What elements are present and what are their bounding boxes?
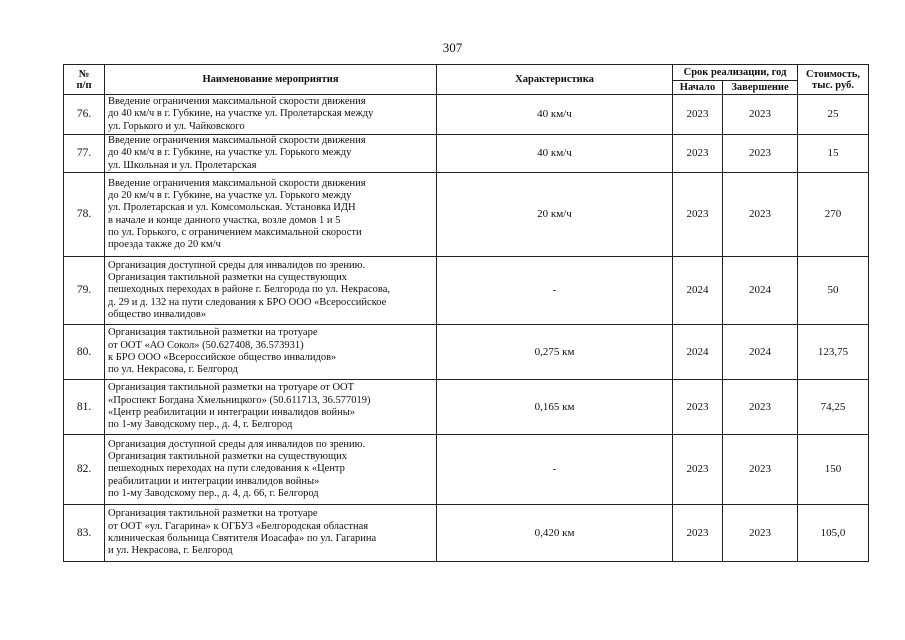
measure-name-line: д. 29 и д. 132 на пути следования к БРО ООО «Всероссийское <box>108 296 387 308</box>
start-year-cell: 2024 <box>673 257 723 325</box>
cost-cell: 123,75 <box>798 325 869 380</box>
measure-name-line: Организация тактильной разметки на тротуаре <box>108 508 318 520</box>
table-row <box>64 505 869 562</box>
measure-name-line: от ООТ «ул. Гагарина» к ОГБУЗ «Белгородская областная <box>108 520 369 532</box>
page-number: 307 <box>442 40 463 55</box>
table-body <box>64 95 869 562</box>
row-number: 80. <box>64 325 105 380</box>
cost-cell: 105,0 <box>798 505 869 562</box>
measures-table <box>63 64 869 562</box>
measure-name-line: Организация тактильной разметки на существующих <box>108 451 347 463</box>
measure-name-line: «Проспект Богдана Хмельницкого» (50.611713, 36.577019) <box>108 394 371 406</box>
measure-name-line: Введение ограничения максимальной скорости движения <box>108 135 366 147</box>
measure-name-line: Организация доступной среды для инвалидов по зрению. <box>108 259 366 271</box>
end-year-cell: 2024 <box>723 257 798 325</box>
measure-name <box>105 95 437 135</box>
measure-name-line: Организация доступной среды для инвалидов по зрению. <box>108 438 366 450</box>
characteristic-cell: 0,165 км <box>437 380 673 435</box>
measure-name-line: реабилитации и интеграции инвалидов войны» <box>108 475 320 487</box>
cost-cell: 25 <box>798 95 869 135</box>
start-year-cell: 2023 <box>673 505 723 562</box>
row-number: 76. <box>64 95 105 135</box>
header-num-line: № <box>78 68 90 80</box>
header-start: Начало <box>673 81 723 95</box>
measure-name-line: в начале и конце данного участка, возле домов 1 и 5 <box>108 214 341 226</box>
cost-cell: 15 <box>798 135 869 173</box>
measure-name-line: пешеходных переходах на пути следования к «Центр <box>108 463 345 475</box>
measure-name-line: ул. Пролетарская и ул. Комсомольская. Установка ИДН <box>108 202 356 214</box>
end-year-cell: 2024 <box>723 325 798 380</box>
header-cost <box>798 65 869 95</box>
measure-name-line: Организация тактильной разметки на существующих <box>108 272 347 284</box>
measure-name-line: к БРО ООО «Всероссийское общество инвалидов» <box>108 352 337 363</box>
measure-name-line: пешеходных переходах в районе г. Белгорода по ул. Некрасова, <box>108 284 391 296</box>
characteristic-cell: - <box>437 435 673 505</box>
cost-cell: 270 <box>798 173 869 257</box>
measure-name-line: ул. Школьная и ул. Пролетарская <box>108 159 257 171</box>
measure-name <box>105 505 437 562</box>
measure-name-line: до 40 км/ч в г. Губкине, на участке ул. Пролетарская между <box>108 108 374 120</box>
end-year-cell: 2023 <box>723 173 798 257</box>
characteristic-cell: 40 км/ч <box>437 135 673 173</box>
row-number: 77. <box>64 135 105 173</box>
measure-name-line: до 20 км/ч в г. Губкине, на участке ул. Горького между <box>108 189 352 201</box>
measure-name-line: клиническая больница Святителя Иоасафа» по ул. Гагарина <box>108 533 377 544</box>
measure-name <box>105 435 437 505</box>
start-year-cell: 2023 <box>673 380 723 435</box>
measure-name-line: до 40 км/ч в г. Губкине, на участке ул. Горького между <box>108 147 352 159</box>
row-number: 78. <box>64 173 105 257</box>
header-num <box>64 65 105 95</box>
characteristic-cell: - <box>437 257 673 325</box>
header-cost-line: Стоимость, <box>806 68 861 80</box>
row-number: 79. <box>64 257 105 325</box>
cost-cell: 150 <box>798 435 869 505</box>
end-year-cell: 2023 <box>723 95 798 135</box>
measure-name-line: Организация тактильной разметки на тротуаре от ООТ <box>108 382 355 394</box>
table-row <box>64 95 869 135</box>
measure-name-line: от ООТ «АО Сокол» (50.627408, 36.573931) <box>108 339 304 351</box>
measure-name-line: проезда также до 20 км/ч <box>108 239 221 251</box>
row-number: 83. <box>64 505 105 562</box>
row-number: 81. <box>64 380 105 435</box>
header-end: Завершение <box>723 81 798 95</box>
table-row <box>64 380 869 435</box>
characteristic-cell: 40 км/ч <box>437 95 673 135</box>
table-row <box>64 257 869 325</box>
start-year-cell: 2023 <box>673 95 723 135</box>
end-year-cell: 2023 <box>723 505 798 562</box>
measure-name <box>105 257 437 325</box>
measure-name-line: Организация тактильной разметки на тротуаре <box>108 327 318 339</box>
measure-name-line: и ул. Некрасова, г. Белгород <box>108 545 233 557</box>
end-year-cell: 2023 <box>723 435 798 505</box>
measure-name-line: общество инвалидов» <box>108 308 207 320</box>
measure-name <box>105 135 437 173</box>
measure-name-line: по ул. Горького, с ограничением максимальной скорости <box>108 226 362 238</box>
header-name: Наименование мероприятия <box>105 65 437 95</box>
table-row <box>64 325 869 380</box>
start-year-cell: 2024 <box>673 325 723 380</box>
table-row <box>64 435 869 505</box>
measure-name <box>105 173 437 257</box>
measure-name-line: Введение ограничения максимальной скорости движения <box>108 96 366 108</box>
measure-name-line: по 1-му Заводскому пер., д. 4, д. 66, г. Белгород <box>108 487 319 499</box>
measure-name-line: ул. Горького и ул. Чайковского <box>108 120 245 132</box>
measure-name-line: «Центр реабилитации и интеграции инвалидов войны» <box>108 407 356 418</box>
header-period: Срок реализации, год <box>673 65 798 81</box>
end-year-cell: 2023 <box>723 135 798 173</box>
start-year-cell: 2023 <box>673 135 723 173</box>
table-row <box>64 135 869 173</box>
characteristic-cell: 20 км/ч <box>437 173 673 257</box>
cost-cell: 50 <box>798 257 869 325</box>
header-num-line: п/п <box>76 79 92 91</box>
measure-name <box>105 325 437 380</box>
measure-name-line: по ул. Некрасова, г. Белгород <box>108 364 238 376</box>
start-year-cell: 2023 <box>673 173 723 257</box>
characteristic-cell: 0,275 км <box>437 325 673 380</box>
measure-name <box>105 380 437 435</box>
start-year-cell: 2023 <box>673 435 723 505</box>
end-year-cell: 2023 <box>723 380 798 435</box>
characteristic-cell: 0,420 км <box>437 505 673 562</box>
table-row <box>64 173 869 257</box>
header-characteristic: Характеристика <box>437 65 673 95</box>
header-cost-line: тыс. руб. <box>812 79 854 91</box>
measure-name-line: Введение ограничения максимальной скорости движения <box>108 177 366 189</box>
cost-cell: 74,25 <box>798 380 869 435</box>
row-number: 82. <box>64 435 105 505</box>
measure-name-line: по 1-му Заводскому пер., д. 4, г. Белгород <box>108 419 293 431</box>
